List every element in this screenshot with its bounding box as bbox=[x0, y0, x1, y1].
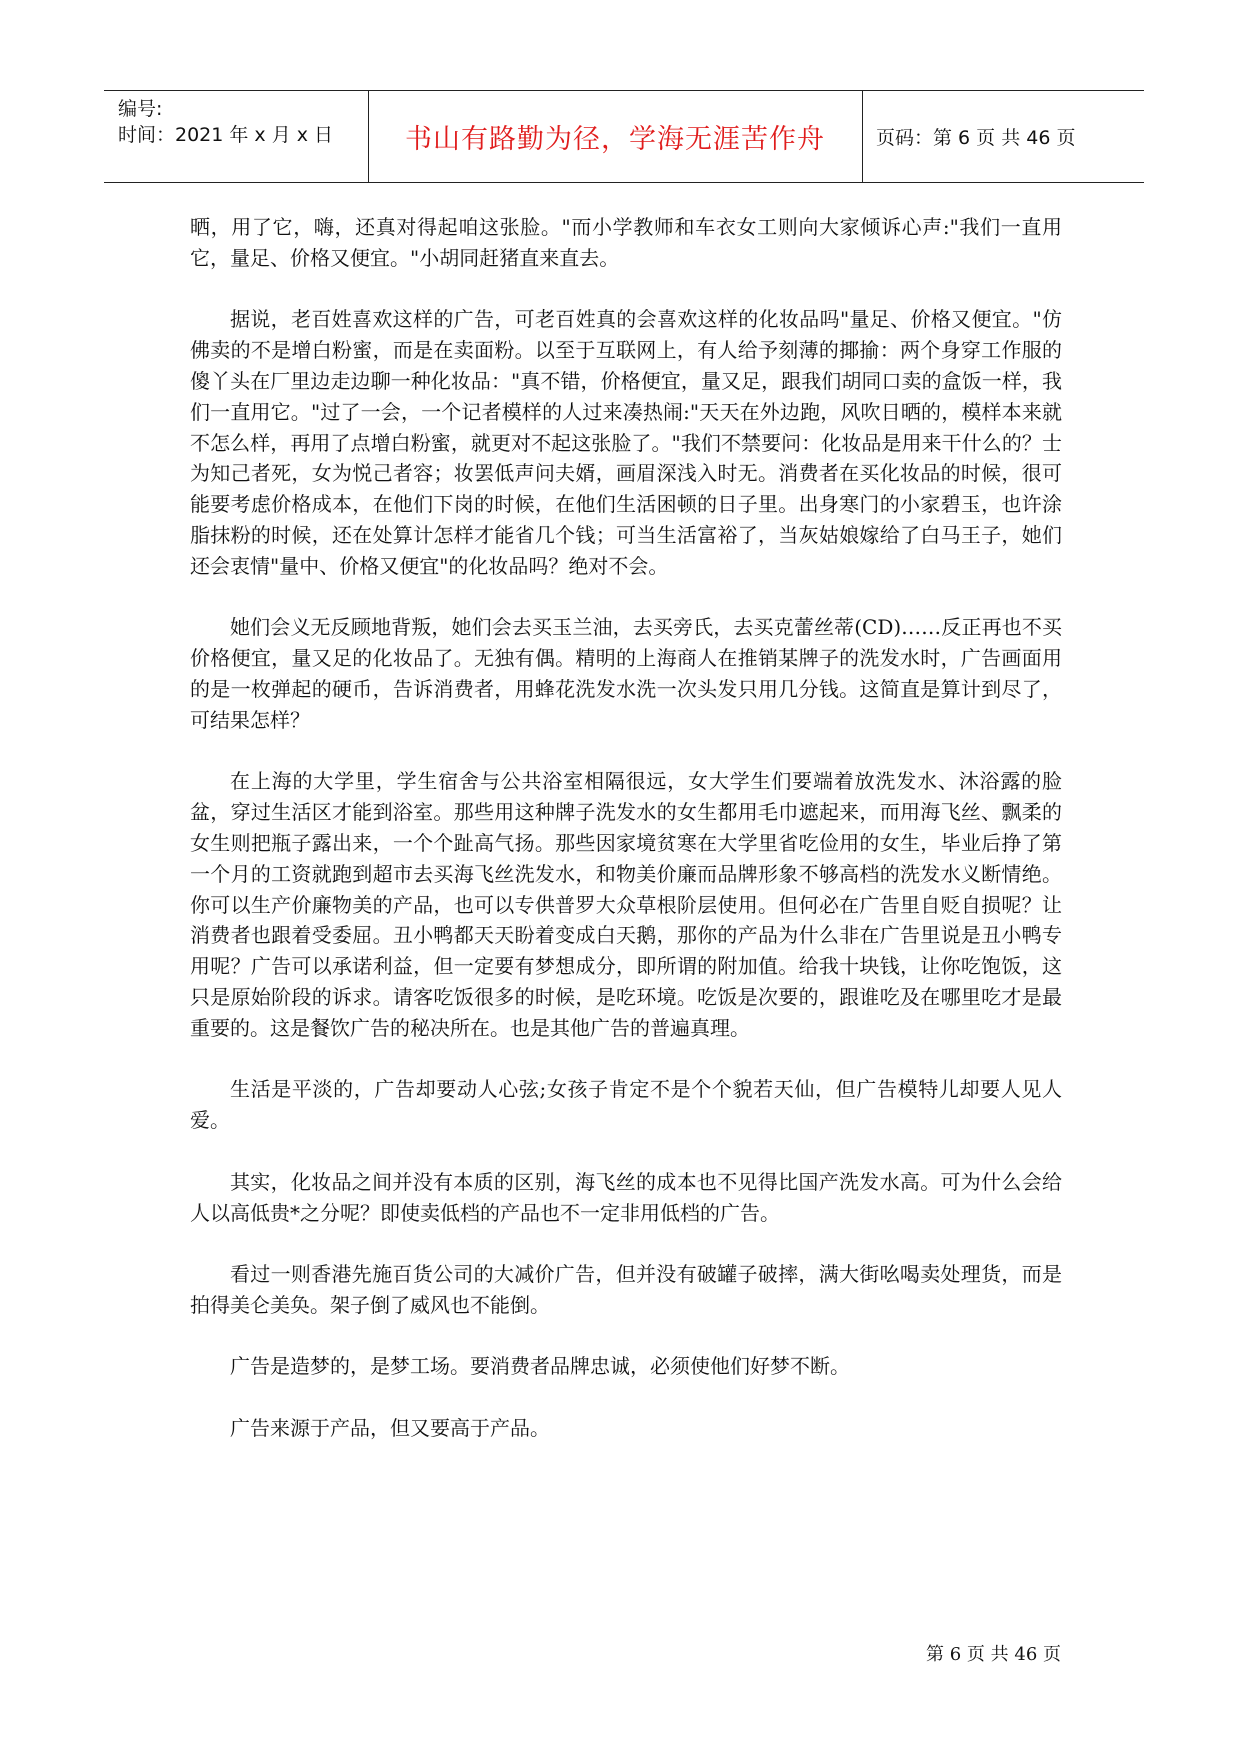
paragraph: 广告来源于产品，但又要高于产品。 bbox=[230, 1416, 550, 1441]
paragraph: 其实，化妆品之间并没有本质的区别，海飞丝的成本也不见得比国产洗发水高。可为什么会给人以高低贵*之分呢？即使卖低档的产品也不一定非用低档的广告。 bbox=[190, 1169, 1062, 1225]
header-meta bbox=[118, 91, 368, 182]
paragraph: 晒，用了它，嗨，还真对得起咱这张脸。"而小学教师和车衣女工则向大家倾诉心声:"我们一直用它，量足、价格又便宜。"小胡同赶猪直来直去。 bbox=[190, 215, 1062, 270]
paragraph: 在上海的大学里，学生宿舍与公共浴室相隔很远，女大学生们要端着放洗发水、沐浴露的脸盆，穿过生活区才能到浴室。那些用这种牌子洗发水的女生都用毛巾遮起来，而用海飞丝、飘柔的女生则把瓶子露出来，一个个趾高气扬。那些因家境贫寒在大学里省吃俭用的女生，毕业后挣了第一个月的工资就跑到超市去买海飞丝洗发水，和物美价廉而品牌形象不够高档的洗发水义断情绝。你可以生产价廉物美的产品，也可以专供普罗大众草根阶层使用。但何必在广告里自贬自损呢？让消费者也跟着受委屈。丑小鸭都天天盼着变成白天鹅，那你的产品为什么非在广告里说是丑小鸭专用呢？广告可以承诺利益，但一定要有梦想成分，即所谓的附加值。给我十块钱，让你吃饱饭，这只是原始阶段的诉求。请客吃饭很多的时候，是吃环境。吃饭是次要的，跟谁吃及在哪里吃才是最重要的。这是餐饮广告的秘决所在。也是其他广告的普遍真理。 bbox=[190, 769, 1062, 1040]
page-footer: 第 6 页 共 46 页 bbox=[926, 1644, 1061, 1665]
serial-number-label: 编号: bbox=[118, 98, 163, 120]
paragraph: 广告是造梦的，是梦工场。要消费者品牌忠诚，必须使他们好梦不断。 bbox=[230, 1354, 850, 1379]
header-page-number: 页码：第 6 页 共 46 页 bbox=[876, 127, 1076, 149]
header-divider-left bbox=[368, 91, 369, 182]
paragraph: 看过一则香港先施百货公司的大减价广告，但并没有破罐子破摔，满大街吆喝卖处理货，而是拍得美仑美奂。架子倒了威风也不能倒。 bbox=[190, 1262, 1062, 1317]
header-divider-right bbox=[862, 91, 863, 182]
paragraph: 她们会义无反顾地背叛，她们会去买玉兰油，去买旁氏，去买克蕾丝蒂(CD)……反正再也不买价格便宜，量又足的化妆品了。无独有偶。精明的上海商人在推销某牌子的洗发水时，广告画面用的是一枚弹起的硬币，告诉消费者，用蜂花洗发水洗一次头发只用几分钱。这简直是算计到尽了，可结果怎样？ bbox=[190, 615, 1062, 732]
header-motto: 书山有路勤为径，学海无涯苦作舟 bbox=[405, 124, 825, 155]
paragraph: 据说，老百姓喜欢这样的广告，可老百姓真的会喜欢这样的化妆品吗"量足、价格又便宜。"仿佛卖的不是增白粉蜜，而是在卖面粉。以至于互联网上，有人给予刻薄的揶揄：两个身穿工作服的傻丫头在厂里边走边聊一种化妆品："真不错，价格便宜，量又足，跟我们胡同口卖的盒饭一样，我们一直用它。"过了一会，一个记者模样的人过来凑热闹:"天天在外边跑，风吹日晒的，模样本来就不怎么样，再用了点增白粉蜜，就更对不起这张脸了。"我们不禁要问：化妆品是用来干什么的？士为知己者死，女为悦己者容；妆罢低声问夫婿，画眉深浅入时无。消费者在买化妆品的时候，很可能要考虑价格成本，在他们下岗的时候，在他们生活困顿的日子里。出身寒门的小家碧玉，也许涂脂抹粉的时候，还在处算计怎样才能省几个钱；可当生活富裕了，当灰姑娘嫁给了白马王子，她们还会衷情"量中、价格又便宜"的化妆品吗？绝对不会。 bbox=[190, 307, 1062, 578]
paragraph: 生活是平淡的，广告却要动人心弦;女孩子肯定不是个个貌若天仙，但广告模特儿却要人见人爱。 bbox=[190, 1077, 1062, 1133]
page-header bbox=[104, 90, 1144, 183]
date-label: 时间：2021 年 x 月 x 日 bbox=[118, 124, 334, 146]
document-body bbox=[190, 212, 1062, 1475]
